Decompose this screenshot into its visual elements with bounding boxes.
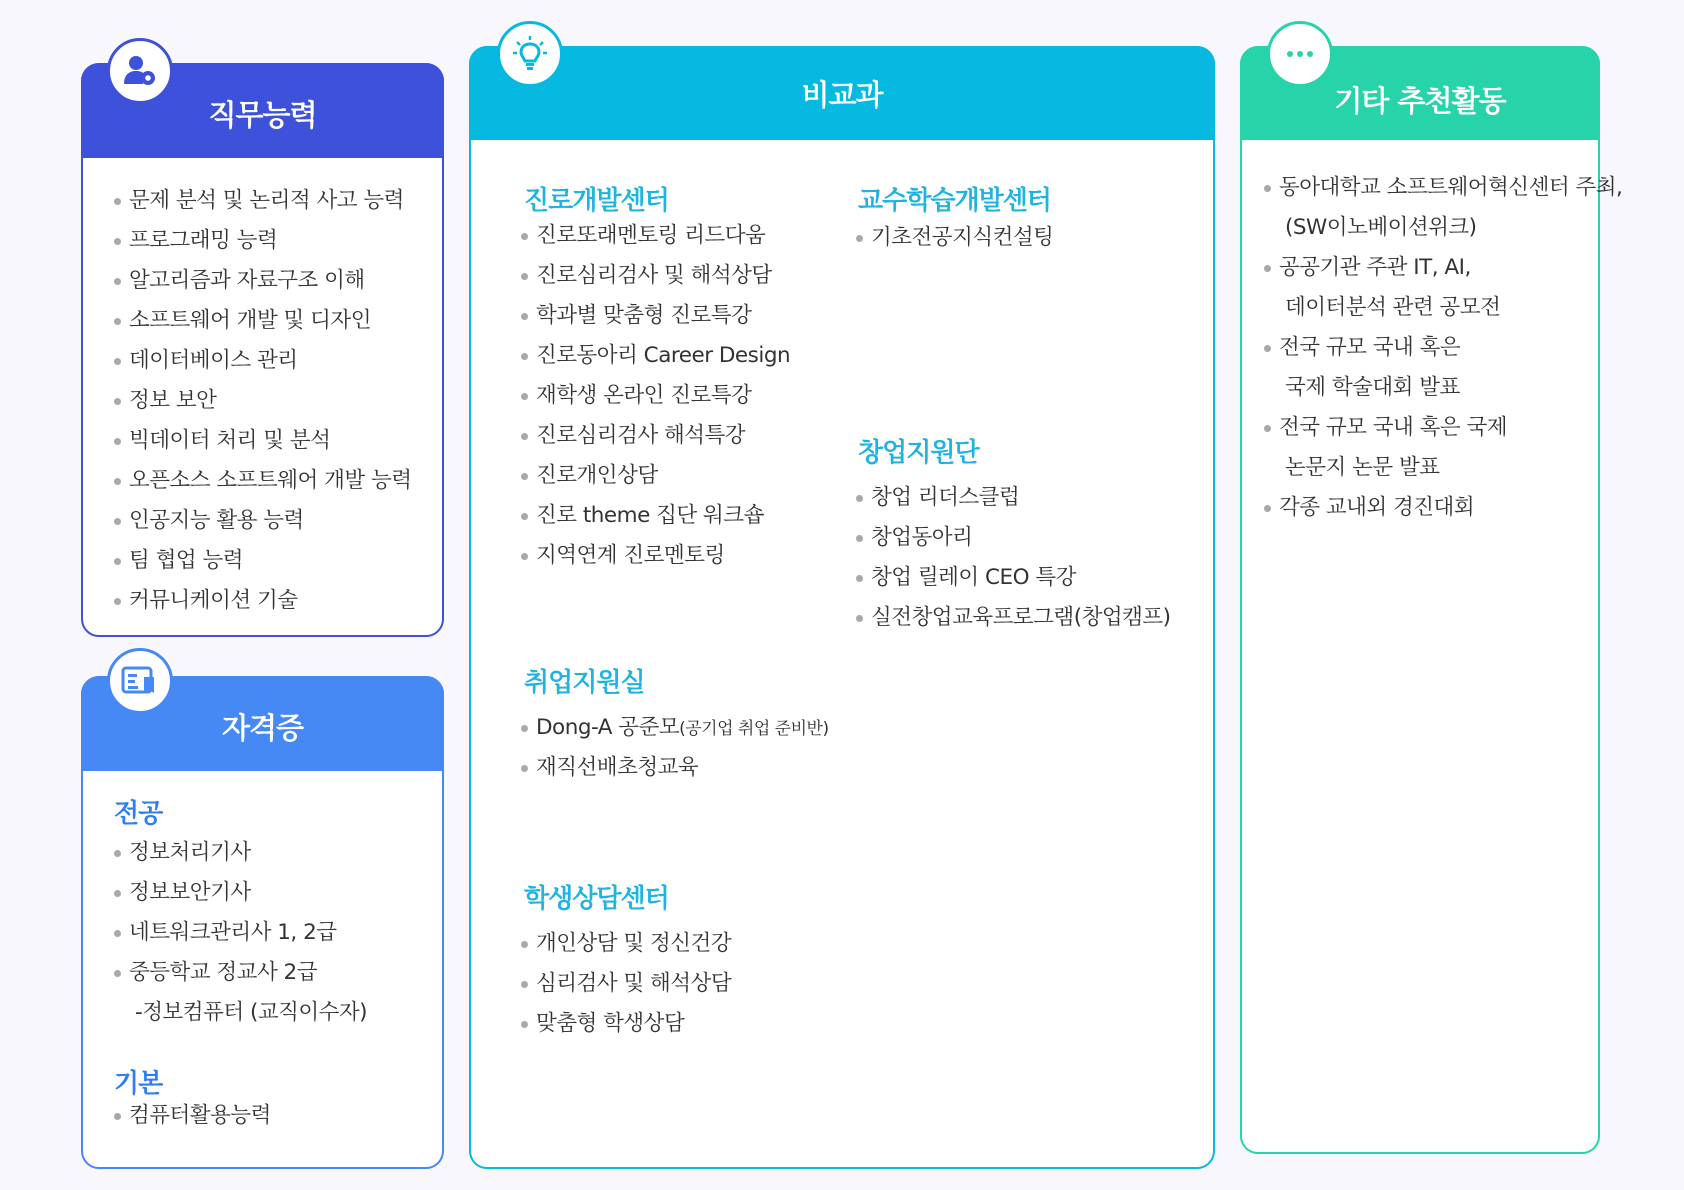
list-item: 정보보안기사 xyxy=(114,873,367,913)
more-dots-icon xyxy=(1267,21,1333,87)
list-item: 정보처리기사 xyxy=(114,833,367,873)
list-item: 컴퓨터활용능력 xyxy=(114,1096,271,1136)
list-item: 창업 릴레이 CEO 특강 xyxy=(856,558,1171,598)
list-item: 전국 규모 국내 혹은 국제 xyxy=(1264,408,1622,448)
startup-center-list xyxy=(856,478,1171,638)
basic-cert-list xyxy=(114,1096,271,1136)
counseling-center-title: 학생상담센터 xyxy=(524,884,669,914)
employment-office-list xyxy=(521,708,829,788)
other-activities-title: 기타 추천활동 xyxy=(1334,83,1506,118)
job-skills-card xyxy=(81,63,444,637)
list-item: 커뮤니케이션 기술 xyxy=(114,581,412,621)
career-center-list xyxy=(521,216,790,576)
list-item: 팀 협업 능력 xyxy=(114,541,412,581)
list-item: 전국 규모 국내 혹은 xyxy=(1264,328,1622,368)
list-item: 각종 교내외 경진대회 xyxy=(1264,488,1622,528)
certificate-title: 자격증 xyxy=(221,711,304,745)
list-item: Dong-A 공준모(공기업 취업 준비반) xyxy=(521,708,829,748)
extracurricular-title: 비교과 xyxy=(801,77,883,112)
list-item: 맞춤형 학생상담 xyxy=(521,1004,731,1044)
list-item: 정보 보안 xyxy=(114,381,412,421)
list-item: 지역연계 진로멘토링 xyxy=(521,536,790,576)
startup-center-title: 창업지원단 xyxy=(858,438,979,468)
list-item: 기초전공지식컨설팅 xyxy=(856,218,1053,258)
list-item: 문제 분석 및 논리적 사고 능력 xyxy=(114,181,412,221)
user-gear-icon xyxy=(107,38,173,104)
other-activities-list xyxy=(1264,168,1622,528)
list-item-continuation: -정보컴퓨터 (교직이수자) xyxy=(135,1000,368,1025)
list-item: 데이터베이스 관리 xyxy=(114,341,412,381)
career-center-title: 진로개발센터 xyxy=(524,186,669,216)
list-item: 실전창업교육프로그램(창업캠프) xyxy=(856,598,1171,638)
certificate-icon xyxy=(107,648,173,714)
list-item-continuation: (SW이노베이션위크) xyxy=(1285,215,1477,240)
list-item: 진로심리검사 해석특강 xyxy=(521,416,790,456)
job-skills-list xyxy=(114,181,412,621)
list-item: 진로또래멘토링 리드다움 xyxy=(521,216,790,256)
major-section-title: 전공 xyxy=(114,799,163,829)
major-cert-list xyxy=(114,833,367,1033)
list-item: 진로동아리 Career Design xyxy=(521,336,790,376)
list-item: 진로개인상담 xyxy=(521,456,790,496)
teaching-center-list xyxy=(856,218,1053,258)
list-item-continuation: 논문지 논문 발표 xyxy=(1285,455,1440,480)
list-item: 네트워크관리사 1, 2급 xyxy=(114,913,367,953)
teaching-center-title: 교수학습개발센터 xyxy=(858,186,1051,216)
basic-section-title: 기본 xyxy=(114,1069,163,1099)
certificate-card xyxy=(81,676,444,1169)
list-item: 재직선배초청교육 xyxy=(521,748,829,788)
list-item: 인공지능 활용 능력 xyxy=(114,501,412,541)
list-item: 진로심리검사 및 해석상담 xyxy=(521,256,790,296)
list-item: 오픈소스 소프트웨어 개발 능력 xyxy=(114,461,412,501)
list-item: 창업 리더스클럽 xyxy=(856,478,1171,518)
list-item: 학과별 맞춤형 진로특강 xyxy=(521,296,790,336)
list-item: 재학생 온라인 진로특강 xyxy=(521,376,790,416)
lightbulb-icon xyxy=(497,21,563,87)
list-item: 심리검사 및 해석상담 xyxy=(521,964,731,1004)
list-item: 창업동아리 xyxy=(856,518,1171,558)
list-item: 공공기관 주관 IT, AI, xyxy=(1264,248,1622,288)
list-item-continuation: 데이터분석 관련 공모전 xyxy=(1285,295,1501,320)
list-item-continuation: 국제 학술대회 발표 xyxy=(1285,375,1460,400)
employment-office-title: 취업지원실 xyxy=(524,668,645,698)
list-item: 프로그래밍 능력 xyxy=(114,221,412,261)
list-item: 소프트웨어 개발 및 디자인 xyxy=(114,301,412,341)
list-item: 진로 theme 집단 워크숍 xyxy=(521,496,790,536)
counseling-center-list xyxy=(521,924,731,1044)
job-skills-title: 직무능력 xyxy=(208,98,317,132)
list-item: 중등학교 정교사 2급 xyxy=(114,953,367,993)
list-item: 동아대학교 소프트웨어혁신센터 주최, xyxy=(1264,168,1622,208)
extracurricular-card xyxy=(469,46,1215,1169)
list-item: 개인상담 및 정신건강 xyxy=(521,924,731,964)
other-activities-card xyxy=(1240,46,1623,1154)
extracurricular-header xyxy=(469,46,1215,140)
list-item: 알고리즘과 자료구조 이해 xyxy=(114,261,412,301)
list-item: 빅데이터 처리 및 분석 xyxy=(114,421,412,461)
